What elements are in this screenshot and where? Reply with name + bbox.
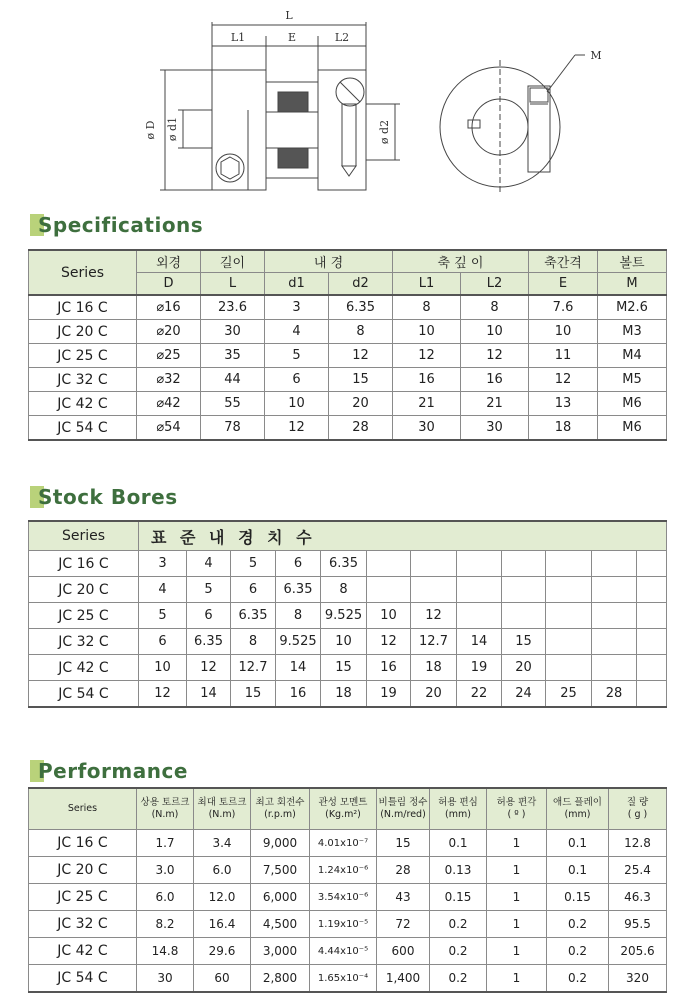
bore-cell: 28 (592, 681, 637, 708)
angular-misalign-cell: 1 (487, 830, 547, 857)
value-cell-e: 11 (529, 344, 598, 368)
value-cell-d2: 20 (329, 392, 393, 416)
bore-cell (592, 655, 637, 681)
bore-cell: 6.35 (231, 603, 276, 629)
performance-table (28, 787, 667, 993)
table-row (29, 320, 667, 344)
bore-cell: 5 (187, 577, 231, 603)
bore-cell (546, 577, 592, 603)
value-cell-l: 44 (201, 368, 265, 392)
bore-cell: 18 (321, 681, 367, 708)
mass-cell: 25.4 (609, 857, 667, 884)
value-cell-l: 30 (201, 320, 265, 344)
value-cell-d1: 12 (265, 416, 329, 441)
max-torque-cell: 3.4 (194, 830, 251, 857)
header-length: 길이 (201, 250, 265, 273)
value-cell-l1: 10 (393, 320, 461, 344)
header-d1: d1 (265, 273, 329, 296)
mass-cell: 205.6 (609, 938, 667, 965)
angular-misalign-cell: 1 (487, 911, 547, 938)
table-row (29, 551, 667, 577)
value-cell-d: ⌀54 (137, 416, 201, 441)
bore-cell: 14 (276, 655, 321, 681)
value-cell-l2: 16 (461, 368, 529, 392)
bore-cell (367, 577, 411, 603)
value-cell-l2: 8 (461, 295, 529, 320)
series-cell: JC 32 C (29, 629, 139, 655)
bore-cell: 12 (187, 655, 231, 681)
parallel-misalign-cell: 0.2 (430, 965, 487, 993)
table-row (29, 911, 667, 938)
coupling-drawing (0, 0, 687, 205)
table-row (29, 344, 667, 368)
specifications-title: Specifications (38, 213, 204, 237)
bore-cell: 19 (367, 681, 411, 708)
rated-torque-cell: 30 (137, 965, 194, 993)
header-bolt-sub: M (598, 273, 667, 296)
bore-cell (592, 577, 637, 603)
bore-cell (502, 551, 546, 577)
bore-cell: 16 (367, 655, 411, 681)
dim-L2: L2 (334, 31, 350, 44)
table-row (29, 655, 667, 681)
dim-M: M (590, 49, 602, 62)
value-cell-m: M4 (598, 344, 667, 368)
bore-cell: 15 (231, 681, 276, 708)
table-row (29, 938, 667, 965)
header-d2: d2 (329, 273, 393, 296)
specifications-table (28, 249, 667, 441)
table-row (29, 295, 667, 320)
bore-cell: 16 (276, 681, 321, 708)
table-row (29, 368, 667, 392)
bore-cell: 14 (457, 629, 502, 655)
value-cell-e: 7.6 (529, 295, 598, 320)
bore-cell (592, 629, 637, 655)
header-angular-misalign: 허용 편각 ( º ) (487, 788, 547, 830)
value-cell-l2: 12 (461, 344, 529, 368)
series-cell: JC 42 C (29, 938, 137, 965)
header-max-speed: 최고 회전수 (r.p.m) (251, 788, 310, 830)
value-cell-l2: 10 (461, 320, 529, 344)
mass-cell: 12.8 (609, 830, 667, 857)
value-cell-d2: 12 (329, 344, 393, 368)
bore-cell (637, 629, 667, 655)
bore-cell (502, 603, 546, 629)
value-cell-d1: 5 (265, 344, 329, 368)
bore-cell: 12.7 (231, 655, 276, 681)
header-parallel-misalign: 허용 편심 (mm) (430, 788, 487, 830)
bore-cell: 4 (139, 577, 187, 603)
value-cell-l1: 16 (393, 368, 461, 392)
series-cell: JC 32 C (29, 911, 137, 938)
bore-cell: 6.35 (276, 577, 321, 603)
stock-bores-title: Stock Bores (38, 485, 178, 509)
table-row (29, 603, 667, 629)
header-length-sub: L (201, 273, 265, 296)
value-cell-l: 55 (201, 392, 265, 416)
bore-cell: 12 (139, 681, 187, 708)
table-row (29, 416, 667, 441)
bore-cell: 20 (502, 655, 546, 681)
end-play-cell: 0.2 (547, 911, 609, 938)
series-cell: JC 25 C (29, 344, 137, 368)
value-cell-d1: 10 (265, 392, 329, 416)
series-cell: JC 16 C (29, 551, 139, 577)
bore-cell: 6 (276, 551, 321, 577)
header-series: Series (29, 521, 139, 551)
max-speed-cell: 3,000 (251, 938, 310, 965)
max-speed-cell: 9,000 (251, 830, 310, 857)
rated-torque-cell: 14.8 (137, 938, 194, 965)
bore-cell: 3 (139, 551, 187, 577)
performance-title: Performance (38, 759, 188, 783)
inertia-cell: 1.19x10⁻⁵ (310, 911, 377, 938)
series-cell: JC 25 C (29, 884, 137, 911)
value-cell-l: 35 (201, 344, 265, 368)
parallel-misalign-cell: 0.2 (430, 911, 487, 938)
header-gap: 축간격 (529, 250, 598, 273)
bore-cell: 8 (321, 577, 367, 603)
value-cell-l: 23.6 (201, 295, 265, 320)
max-torque-cell: 6.0 (194, 857, 251, 884)
bore-cell (367, 551, 411, 577)
value-cell-d2: 8 (329, 320, 393, 344)
value-cell-l1: 21 (393, 392, 461, 416)
value-cell-l2: 21 (461, 392, 529, 416)
stiffness-cell: 43 (377, 884, 430, 911)
bore-cell (457, 603, 502, 629)
value-cell-l: 78 (201, 416, 265, 441)
bore-cell: 6 (187, 603, 231, 629)
bore-cell (546, 629, 592, 655)
max-torque-cell: 29.6 (194, 938, 251, 965)
bore-cell: 12 (367, 629, 411, 655)
series-cell: JC 16 C (29, 295, 137, 320)
bore-cell (637, 603, 667, 629)
value-cell-l1: 12 (393, 344, 461, 368)
header-inertia: 관성 모멘트 (Kg.m²) (310, 788, 377, 830)
inertia-cell: 4.01x10⁻⁷ (310, 830, 377, 857)
bore-cell: 9.525 (276, 629, 321, 655)
header-end-play: 애드 플레이 (mm) (547, 788, 609, 830)
bore-cell: 9.525 (321, 603, 367, 629)
table-row (29, 830, 667, 857)
parallel-misalign-cell: 0.13 (430, 857, 487, 884)
bore-cell: 6.35 (187, 629, 231, 655)
value-cell-d1: 6 (265, 368, 329, 392)
series-cell: JC 20 C (29, 857, 137, 884)
table-row (29, 629, 667, 655)
angular-misalign-cell: 1 (487, 857, 547, 884)
value-cell-m: M6 (598, 416, 667, 441)
dim-d1: ø d1 (166, 116, 179, 142)
stiffness-cell: 1,400 (377, 965, 430, 993)
bore-cell: 6.35 (321, 551, 367, 577)
value-cell-m: M5 (598, 368, 667, 392)
dim-E: E (287, 31, 297, 44)
series-cell: JC 54 C (29, 965, 137, 993)
end-play-cell: 0.15 (547, 884, 609, 911)
bore-cell: 8 (231, 629, 276, 655)
value-cell-d: ⌀20 (137, 320, 201, 344)
bore-cell (592, 551, 637, 577)
header-mass: 질 량 ( g ) (609, 788, 667, 830)
value-cell-e: 18 (529, 416, 598, 441)
value-cell-d2: 6.35 (329, 295, 393, 320)
value-cell-d2: 28 (329, 416, 393, 441)
bore-cell: 15 (321, 655, 367, 681)
bore-cell: 25 (546, 681, 592, 708)
value-cell-d1: 4 (265, 320, 329, 344)
value-cell-e: 13 (529, 392, 598, 416)
value-cell-d1: 3 (265, 295, 329, 320)
stiffness-cell: 72 (377, 911, 430, 938)
bore-cell (411, 551, 457, 577)
value-cell-d: ⌀32 (137, 368, 201, 392)
end-play-cell: 0.1 (547, 857, 609, 884)
value-cell-l2: 30 (461, 416, 529, 441)
bore-cell (411, 577, 457, 603)
table-row (29, 577, 667, 603)
header-bolt: 볼트 (598, 250, 667, 273)
angular-misalign-cell: 1 (487, 938, 547, 965)
value-cell-d: ⌀16 (137, 295, 201, 320)
dim-L1: L1 (230, 31, 246, 44)
stiffness-cell: 600 (377, 938, 430, 965)
bore-cell: 5 (231, 551, 276, 577)
end-play-cell: 0.1 (547, 830, 609, 857)
value-cell-m: M3 (598, 320, 667, 344)
bore-cell (546, 551, 592, 577)
header-stiffness: 비틀림 정수 (N.m/red) (377, 788, 430, 830)
series-cell: JC 54 C (29, 416, 137, 441)
bore-cell (546, 603, 592, 629)
bore-cell: 14 (187, 681, 231, 708)
performance-heading (30, 758, 188, 784)
series-cell: JC 20 C (29, 577, 139, 603)
stiffness-cell: 15 (377, 830, 430, 857)
header-standard-bores: 표 준 내 경 치 수 (139, 521, 667, 551)
parallel-misalign-cell: 0.2 (430, 938, 487, 965)
value-cell-m: M2.6 (598, 295, 667, 320)
max-speed-cell: 6,000 (251, 884, 310, 911)
max-torque-cell: 12.0 (194, 884, 251, 911)
header-l1: L1 (393, 273, 461, 296)
series-cell: JC 16 C (29, 830, 137, 857)
bore-cell: 22 (457, 681, 502, 708)
max-speed-cell: 4,500 (251, 911, 310, 938)
bore-cell: 10 (367, 603, 411, 629)
specifications-heading (30, 212, 204, 238)
rated-torque-cell: 1.7 (137, 830, 194, 857)
bore-cell: 6 (139, 629, 187, 655)
mass-cell: 320 (609, 965, 667, 993)
rated-torque-cell: 6.0 (137, 884, 194, 911)
header-gap-sub: E (529, 273, 598, 296)
bore-cell (457, 551, 502, 577)
mass-cell: 95.5 (609, 911, 667, 938)
header-l2: L2 (461, 273, 529, 296)
dim-d2: ø d2 (378, 119, 391, 145)
bore-cell (457, 577, 502, 603)
value-cell-d: ⌀25 (137, 344, 201, 368)
inertia-cell: 1.65x10⁻⁴ (310, 965, 377, 993)
stock-bores-heading (30, 484, 178, 510)
mass-cell: 46.3 (609, 884, 667, 911)
end-play-cell: 0.2 (547, 965, 609, 993)
header-rated-torque: 상용 토르크 (N.m) (137, 788, 194, 830)
bore-cell (637, 551, 667, 577)
angular-misalign-cell: 1 (487, 965, 547, 993)
bore-cell: 8 (276, 603, 321, 629)
inertia-cell: 4.44x10⁻⁵ (310, 938, 377, 965)
table-row (29, 392, 667, 416)
stock-bores-table (28, 520, 667, 708)
stiffness-cell: 28 (377, 857, 430, 884)
bore-cell (637, 681, 667, 708)
dim-D: ø D (144, 120, 157, 140)
series-cell: JC 42 C (29, 655, 139, 681)
parallel-misalign-cell: 0.15 (430, 884, 487, 911)
rated-torque-cell: 3.0 (137, 857, 194, 884)
rated-torque-cell: 8.2 (137, 911, 194, 938)
bore-cell: 10 (139, 655, 187, 681)
max-speed-cell: 7,500 (251, 857, 310, 884)
bore-cell: 24 (502, 681, 546, 708)
value-cell-d: ⌀42 (137, 392, 201, 416)
bore-cell (592, 603, 637, 629)
series-cell: JC 54 C (29, 681, 139, 708)
series-cell: JC 32 C (29, 368, 137, 392)
inertia-cell: 3.54x10⁻⁶ (310, 884, 377, 911)
table-row (29, 681, 667, 708)
bore-cell: 4 (187, 551, 231, 577)
value-cell-e: 12 (529, 368, 598, 392)
angular-misalign-cell: 1 (487, 884, 547, 911)
parallel-misalign-cell: 0.1 (430, 830, 487, 857)
bore-cell (637, 655, 667, 681)
bore-cell: 15 (502, 629, 546, 655)
value-cell-l1: 30 (393, 416, 461, 441)
max-speed-cell: 2,800 (251, 965, 310, 993)
value-cell-m: M6 (598, 392, 667, 416)
bore-cell (546, 655, 592, 681)
header-outer: 외경 (137, 250, 201, 273)
bore-cell: 18 (411, 655, 457, 681)
table-row (29, 884, 667, 911)
series-cell: JC 25 C (29, 603, 139, 629)
dim-L: L (285, 9, 293, 22)
value-cell-e: 10 (529, 320, 598, 344)
value-cell-d2: 15 (329, 368, 393, 392)
header-depth: 축 깊 이 (393, 250, 529, 273)
max-torque-cell: 60 (194, 965, 251, 993)
table-row (29, 857, 667, 884)
header-series: Series (29, 788, 137, 830)
max-torque-cell: 16.4 (194, 911, 251, 938)
bore-cell: 10 (321, 629, 367, 655)
value-cell-l1: 8 (393, 295, 461, 320)
series-cell: JC 42 C (29, 392, 137, 416)
inertia-cell: 1.24x10⁻⁶ (310, 857, 377, 884)
header-bore: 내 경 (265, 250, 393, 273)
table-row (29, 965, 667, 993)
end-play-cell: 0.2 (547, 938, 609, 965)
bore-cell (502, 577, 546, 603)
series-cell: JC 20 C (29, 320, 137, 344)
bore-cell: 12.7 (411, 629, 457, 655)
bore-cell: 19 (457, 655, 502, 681)
bore-cell: 5 (139, 603, 187, 629)
header-outer-sub: D (137, 273, 201, 296)
bore-cell: 12 (411, 603, 457, 629)
bore-cell: 6 (231, 577, 276, 603)
bore-cell (637, 577, 667, 603)
header-max-torque: 최대 토르크 (N.m) (194, 788, 251, 830)
bore-cell: 20 (411, 681, 457, 708)
header-series: Series (29, 250, 137, 295)
